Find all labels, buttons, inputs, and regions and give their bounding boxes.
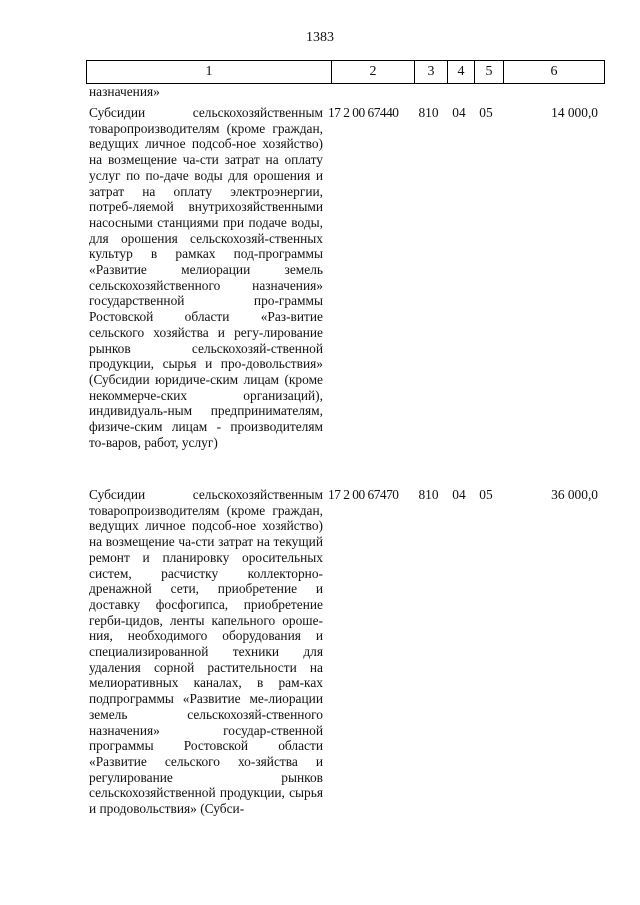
row-amount: 14 000,0 (551, 105, 598, 120)
continuation-text: назначения» (89, 84, 160, 99)
row-col3: 810 (418, 487, 439, 502)
row-col5: 05 (479, 105, 493, 120)
row-description: Субсидии сельскохозяйственным товаропроизводителям (кроме граждан, ведущих личное подсоб-ное хозяйство) на возмещение ча-сти затрат на оплату услуг по по-даче воды для орошения и затрат на оплату электроэнергии, потреб-ляемой внутрихозяйственными насосными станциями при подаче воды, для орошения сельскохозяй-ственных культур в рамках под-программы «Развитие мелиорации земель сельскохозяйственного назначения» государственной про-граммы Ростовской области «Раз-витие сельского хозяйства и регу-лирование рынков сельскохозяй-ственной продукции, сырья и про-довольствия» (Субсидии юридиче-ским лицам (кроме некоммерче-ских организаций), индивидуаль-ным предпринимателям, физиче-ским лицам - производителям то-варов, работ, услуг) (89, 105, 323, 450)
page-number: 1383 (306, 30, 334, 45)
header-col-5: 5 (475, 61, 504, 84)
row-col4: 04 (452, 487, 466, 502)
row-code: 17 2 00 67470 (328, 487, 399, 502)
header-col-1: 1 (87, 61, 332, 84)
row-col3: 810 (418, 105, 439, 120)
row-col4: 04 (452, 105, 466, 120)
header-col-6: 6 (504, 61, 605, 84)
header-col-4: 4 (448, 61, 475, 84)
table-header (86, 60, 605, 84)
row-description: Субсидии сельскохозяйственным товаропроизводителям (кроме граждан, ведущих личное подсоб-ное хозяйство) на возмещение ча-сти затрат на текущий ремонт и планировку оросительных систем, расчистку коллекторно-дренажной сети, приобретение и доставку фосфогипса, приобретение герби-цидов, ленты капельного ороше-ния, необходимого оборудования и специализированной техники для удаления сорной растительности на мелиоративных каналах, в рам-ках подпрограммы «Развитие ме-лиорации земель сельскохозяй-ственного назначения» государ-ственной программы Ростовской области «Развитие сельского хо-зяйства и регулирование рынков сельскохозяйственной продукции, сырья и продовольствия» (Субси- (89, 487, 323, 817)
row-code: 17 2 00 67440 (328, 105, 399, 120)
row-col5: 05 (479, 487, 493, 502)
header-col-2: 2 (332, 61, 415, 84)
header-col-3: 3 (415, 61, 448, 84)
row-amount: 36 000,0 (551, 487, 598, 502)
